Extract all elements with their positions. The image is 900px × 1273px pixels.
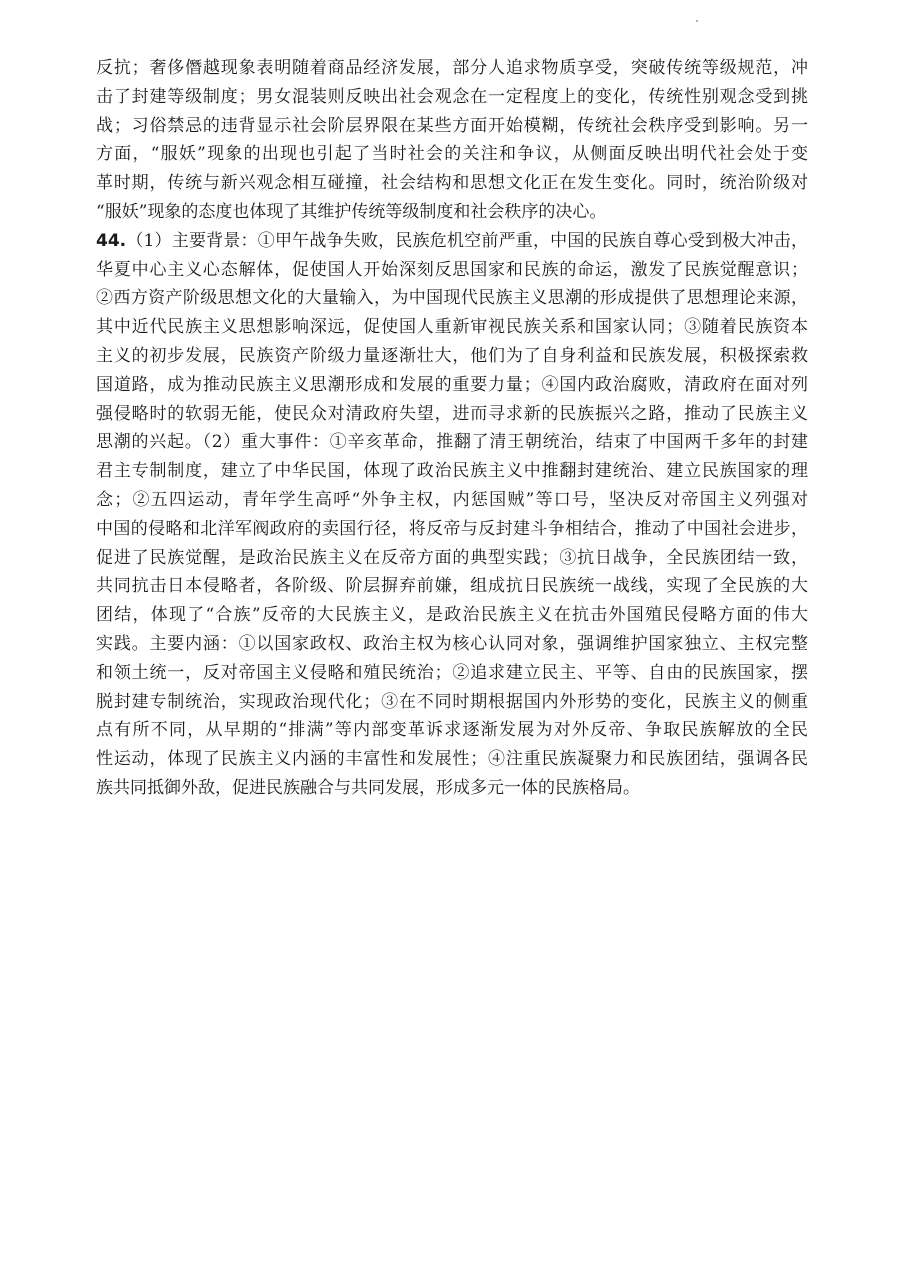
text-line: 脱封建专制统治，实现政治现代化；③在不同时期根据国内外形势的变化，民族主义的侧重: [96, 691, 808, 712]
text-line: 共同抗击日本侵略者，各阶级、阶层摒弃前嫌，组成抗日民族统一战线，实现了全民族的大: [96, 576, 808, 597]
text-line: ②西方资产阶级思想文化的大量输入，为中国现代民族主义思潮的形成提供了思想理论来源，: [96, 288, 808, 309]
text-line: 君主专制制度，建立了中华民国，体现了政治民族主义中推翻封建统治、建立民族国家的理: [96, 461, 808, 482]
question-number: 44.: [96, 230, 127, 251]
text-line: 族共同抵御外敌，促进民族融合与共同发展，形成多元一体的民族格局。: [96, 777, 640, 798]
paragraph-44: [96, 227, 808, 803]
text-line: 战；习俗禁忌的违背显示社会阶层界限在某些方面开始模糊，传统社会秩序受到影响。另一: [96, 115, 808, 136]
text-line: 和领土统一，反对帝国主义侵略和殖民统治；②追求建立民主、平等、自由的民族国家，摆: [96, 662, 808, 683]
text-line: 促进了民族觉醒，是政治民族主义在反帝方面的典型实践；③抗日战争，全民族团结一致，: [96, 547, 808, 568]
text-line: 击了封建等级制度；男女混装则反映出社会观念在一定程度上的变化，传统性别观念受到挑: [96, 86, 808, 107]
text-line: 性运动，体现了民族主义内涵的丰富性和发展性；④注重民族凝聚力和民族团结，强调各民: [96, 749, 808, 770]
text-line: 其中近代民族主义思想影响深远，促使国人重新审视民族关系和国家认同；③随着民族资本: [96, 317, 808, 338]
text-line: 点有所不同，从早期的“排满”等内部变革诉求逐渐发展为对外反帝、争取民族解放的全民: [96, 720, 808, 741]
text-line: [96, 227, 808, 256]
text-line: 主义的初步发展，民族资产阶级力量逐渐壮大，他们为了自身利益和民族发展，积极探索救: [96, 345, 808, 366]
answer-text-block: [96, 54, 808, 803]
scan-speck: [696, 20, 698, 22]
text-line: 念；②五四运动，青年学生高呼“外争主权，内惩国贼”等口号，坚决反对帝国主义列强对: [96, 489, 808, 510]
text-line: 思潮的兴起。（2）重大事件：①辛亥革命，推翻了清王朝统治，结束了中国两千多年的封建: [96, 432, 808, 453]
text-line: 方面，“服妖”现象的出现也引起了当时社会的关注和争议，从侧面反映出明代社会处于变: [96, 144, 808, 165]
text-line: 国道路，成为推动民族主义思潮形成和发展的重要力量；④国内政治腐败，清政府在面对列: [96, 374, 808, 395]
text-line: 团结，体现了“合族”反帝的大民族主义，是政治民族主义在抗击外国殖民侵略方面的伟大: [96, 605, 808, 626]
text-line: 实践。主要内涵：①以国家政权、政治主权为核心认同对象，强调维护国家独立、主权完整: [96, 633, 808, 654]
paragraph-43-continuation: [96, 54, 808, 227]
text-line: 强侵略时的软弱无能，使民众对清政府失望，进而寻求新的民族振兴之路，推动了民族主义: [96, 403, 808, 424]
text-line: 中国的侵略和北洋军阀政府的卖国行径，将反帝与反封建斗争相结合，推动了中国社会进步，: [96, 518, 808, 539]
text-line: “服妖”现象的态度也体现了其维护传统等级制度和社会秩序的决心。: [96, 201, 607, 222]
text-line: 革时期，传统与新兴观念相互碰撞，社会结构和思想文化正在发生变化。同时，统治阶级对: [96, 173, 808, 194]
text-line: 华夏中心主义心态解体，促使国人开始深刻反思国家和民族的命运，激发了民族觉醒意识；: [96, 259, 808, 280]
text-segment: （1）主要背景：①甲午战争失败，民族危机空前严重，中国的民族自尊心受到极大冲击，: [126, 230, 808, 251]
text-line: 反抗；奢侈僭越现象表明随着商品经济发展，部分人追求物质享受，突破传统等级规范，冲: [96, 58, 808, 78]
